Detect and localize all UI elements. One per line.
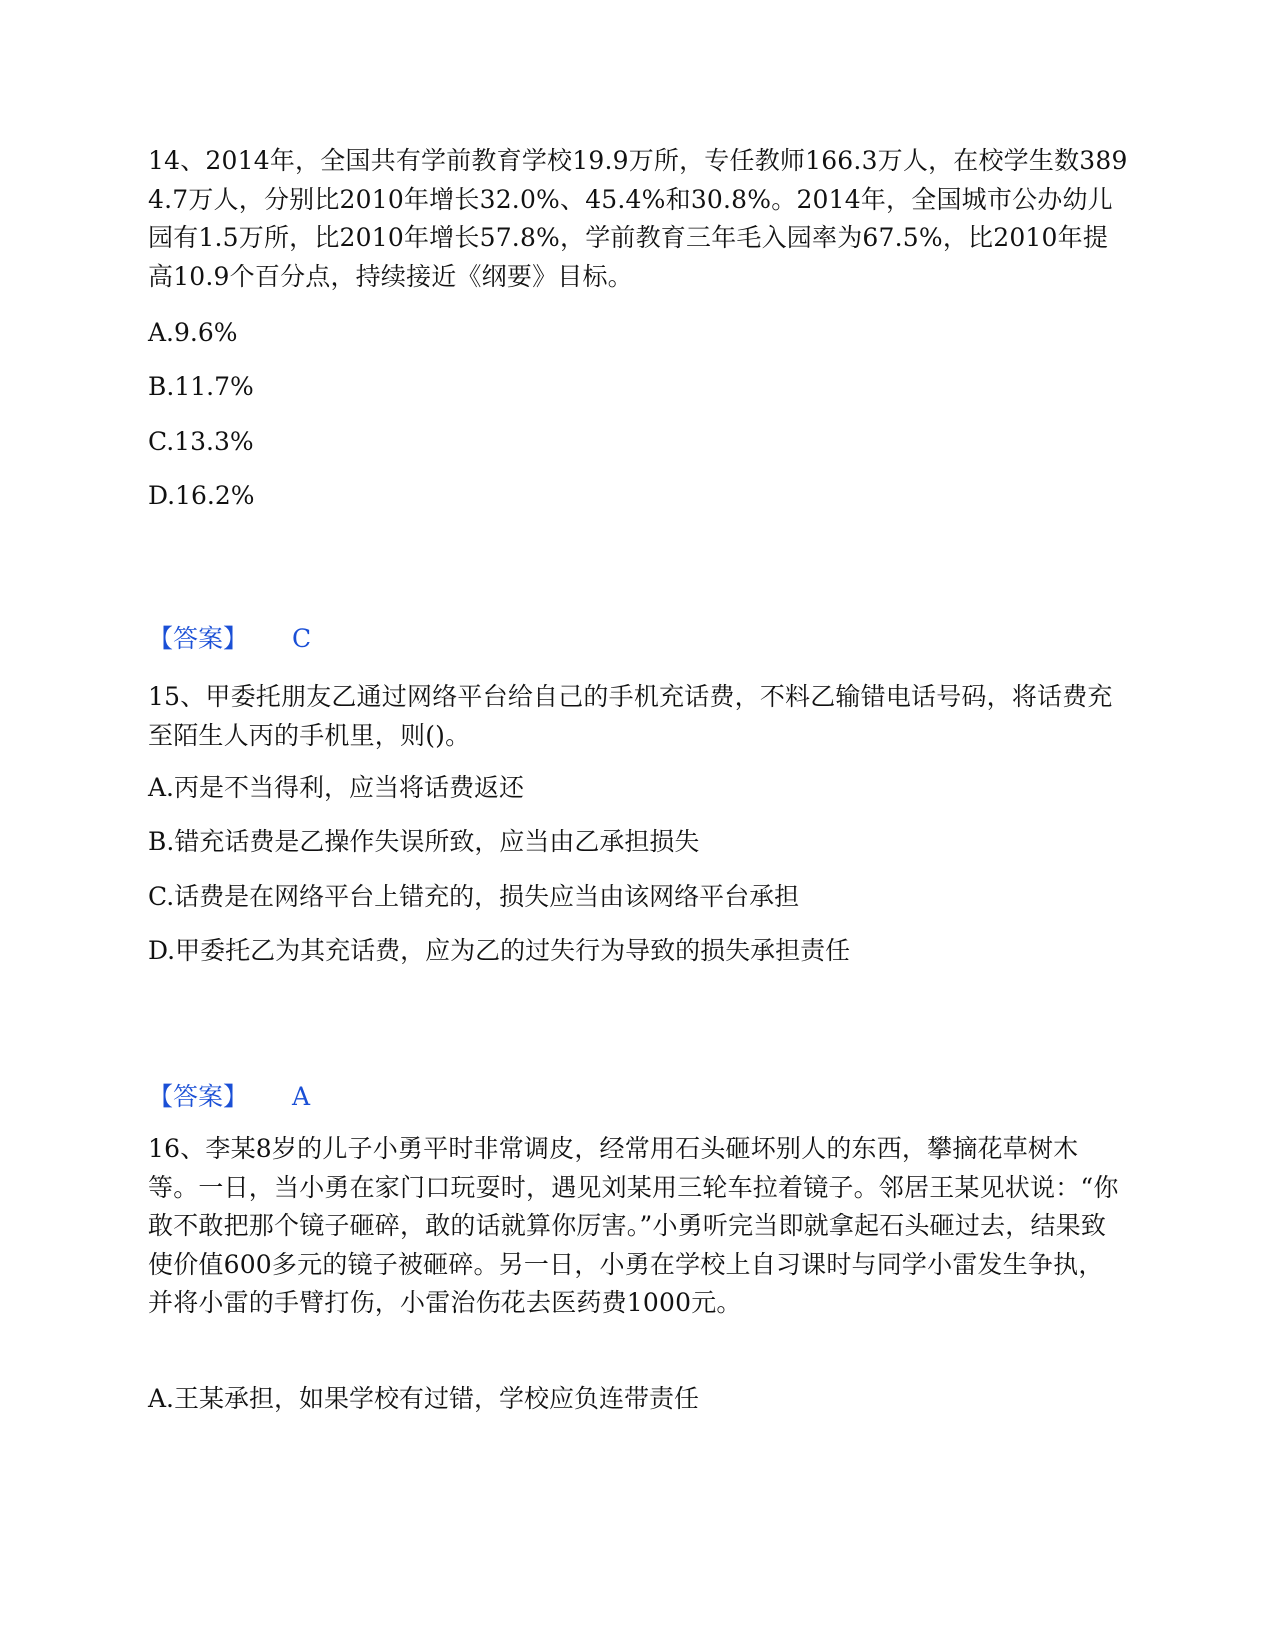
question-stem: 15、甲委托朋友乙通过网络平台给自己的手机充话费，不料乙输错电话号码，将话费充至陌生人丙的手机里，则()。 bbox=[148, 682, 1113, 750]
answer-15 bbox=[148, 1082, 310, 1112]
option-c: C.13.3% bbox=[148, 427, 254, 456]
question-14 bbox=[148, 142, 1128, 296]
option-a: A.9.6% bbox=[148, 318, 238, 347]
option-b: B.11.7% bbox=[148, 372, 254, 401]
question-stem: 16、李某8岁的儿子小勇平时非常调皮，经常用石头砸坏别人的东西，攀摘花草树木等。一日，当小勇在家门口玩耍时，遇见刘某用三轮车拉着镜子。邻居王某见状说：“你敢不敢把那个镜子砸碎，敢的话就算你厉害。”小勇听完当即就拿起石头砸过去，结果致使价值600多元的镜子被砸碎。另一日，小勇在学校上自习课时与同学小雷发生争执，并将小雷的手臂打伤，小雷治伤花去医药费1000元。 bbox=[148, 1134, 1119, 1317]
option-d: D.16.2% bbox=[148, 481, 255, 510]
question-stem: 14、2014年，全国共有学前教育学校19.9万所，专任教师166.3万人，在校学生数3894.7万人，分别比2010年增长32.0%、45.4%和30.8%。2014年，全国城市公办幼儿园有1.5万所，比2010年增长57.8%，学前教育三年毛入园率为67.5%，比2010年提高10.9个百分点，持续接近《纲要》目标。 bbox=[148, 146, 1128, 291]
option-a: A.丙是不当得利，应当将话费返还 bbox=[148, 773, 525, 802]
option-d: D.甲委托乙为其充话费，应为乙的过失行为导致的损失承担责任 bbox=[148, 936, 851, 965]
answer-value: A bbox=[292, 1082, 311, 1111]
option-b: B.错充话费是乙操作失误所致，应当由乙承担损失 bbox=[148, 827, 700, 856]
question-15 bbox=[148, 678, 1128, 755]
question-16 bbox=[148, 1130, 1128, 1323]
answer-14 bbox=[148, 624, 311, 654]
option-a: A.王某承担，如果学校有过错，学校应负连带责任 bbox=[148, 1384, 700, 1413]
answer-value: C bbox=[292, 624, 312, 653]
answer-label: 【答案】 bbox=[148, 1082, 249, 1111]
option-c: C.话费是在网络平台上错充的，损失应当由该网络平台承担 bbox=[148, 882, 800, 911]
answer-label: 【答案】 bbox=[148, 624, 249, 653]
